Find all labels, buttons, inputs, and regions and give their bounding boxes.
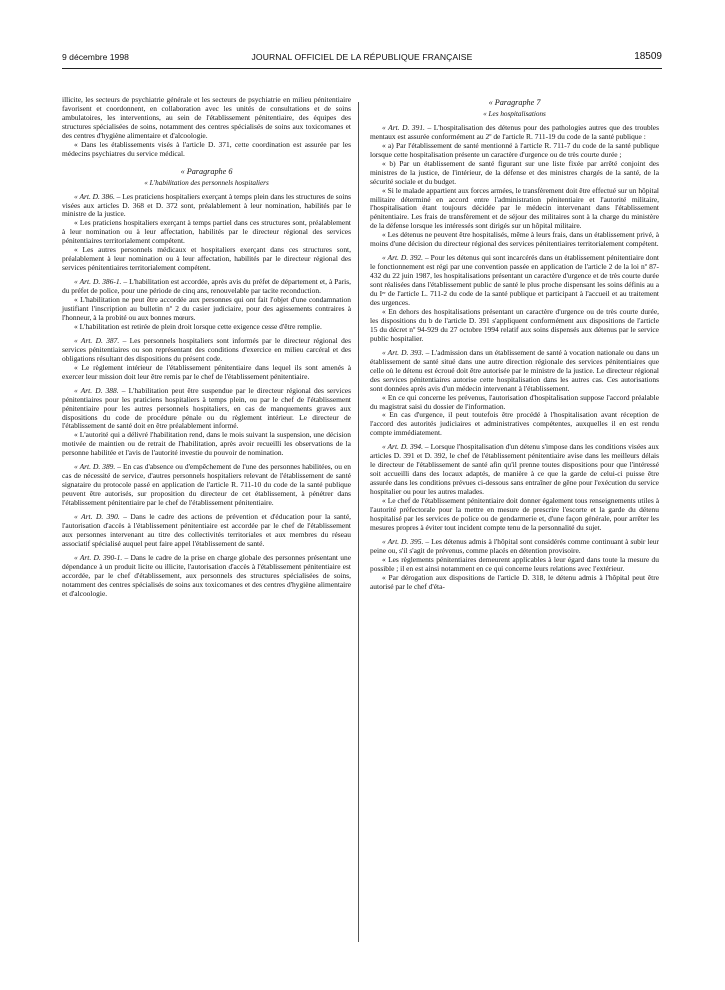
section-subheading: « Les hospitalisations xyxy=(483,109,546,118)
paragraph: « Les praticiens hospitaliers exerçant à temps partiel dans ces structures sont, préalablement à leur nomination ou à leur affectation, habilités par le directeur régional des services pénitentiaires territorialement compétent. xyxy=(62,218,351,246)
paragraph: illicite, les secteurs de psychiatrie générale et les secteurs de psychiatrie en milieu pénitentiaire favorisent et coordonnent, en collaboration avec les unités de consultations et de soins ambulatoires, les interventions, au sein de l'établissement pénitentiaire, des équipes des structures spécialisées de soins, notamment des centres spécialisés de soins aux toxicomanes et des centres d'hygiène alimentaire et d'alcoologie. xyxy=(62,95,351,140)
article-d395 xyxy=(370,538,659,556)
paragraph: « Si le malade appartient aux forces armées, le transfèrement doit être effectué sur un hôpital militaire déterminé en accord entre l'administration pénitentiaire et l'autorité militaire, l'hospitalisation étant toujours décidée par le médecin intervenant dans l'établissement pénitentiaire. Les frais de transfèrement et de séjour des militaires sont à la charge du ministère de la défense lorsque les intéressés sont dirigés sur un hôpital militaire. xyxy=(370,185,659,231)
column-divider xyxy=(358,102,359,942)
paragraph: « Les autres personnels médicaux et hospitaliers exerçant dans ces structures sont, préalablement à leur nomination ou à leur affectation, habilités par le directeur régional des services pénitentiaires territorialement compétent. xyxy=(62,245,351,273)
paragraph: « b) Par un établissement de santé figurant sur une liste fixée par arrêté conjoint des ministres de la justice, de l'intérieur, de la défense et des ministres chargés de la santé, de la sécurité sociale et du budget. xyxy=(370,158,659,186)
paragraph: « L'habilitation ne peut être accordée aux personnes qui ont fait l'objet d'une condamnation justifiant l'inscription au bulletin nº 2 du casier judiciaire, pour des agissements contraires à l'honneur, à la probité ou aux bonnes mœurs. xyxy=(62,295,351,322)
paragraph: « L'autorité qui a délivré l'habilitation rend, dans le mois suivant la suspension, une décision motivée de maintien ou de retrait de l'habilitation, après avoir recueilli les observations de la personne habilitée et l'avis de l'autorité investie du pouvoir de nomination. xyxy=(62,430,351,458)
paragraph: « En ce qui concerne les prévenus, l'autorisation d'hospitalisation suppose l'accord préalable du magistrat saisi du dossier de l'information. xyxy=(370,392,659,411)
article-text: – Dans le cadre des actions de prévention et d'éducation pour la santé, l'autorisation d'accès à l'établissement pénitentiaire est accordée par le chef de l'établissement aux personnes intervenant au titre des collectivités territoriales et aux membres du réseau associatif spécialisé auquel peut faire appel l'établissement de santé. xyxy=(62,512,351,548)
section-heading: « Paragraphe 7 xyxy=(488,98,541,107)
article-d392 xyxy=(370,254,659,308)
article-number: « Art. D. 386-1. xyxy=(74,277,122,287)
article-d393 xyxy=(370,349,659,394)
article-d390 xyxy=(62,513,351,549)
article-d388 xyxy=(62,387,351,432)
section-subheading: « L'habilitation des personnels hospitaliers xyxy=(144,178,269,187)
page-number: 18509 xyxy=(634,51,662,62)
article-text: – Lorsque l'hospitalisation d'un détenu s'impose dans les conditions visées aux articles D. 391 et D. 392, le chef de l'établissement pénitentiaire avise dans les meilleurs délais le directeur de l'établissement de santé afin qu'il prenne toutes dispositions pour que l'intéressé soit accueilli dans des locaux adaptés, de manière à ce que la garde de celui-ci puisse être assurée dans les conditions prévues ci-dessous sans entraîner de gêne pour l'exécution du service hospitalier ou pour les autres malades. xyxy=(370,442,659,497)
article-text: – L'hospitalisation des détenus pour des pathologies autres que des troubles mentaux est assurée conformément au 2º de l'article R. 711-19 du code de la santé publique : xyxy=(370,122,659,141)
paragraph: « a) Par l'établissement de santé mentionné à l'article R. 711-7 du code de la santé publique lorsque cette hospitalisation présente un caractère d'urgence ou de très courte durée ; xyxy=(370,140,659,159)
article-number: « Art. D. 387. xyxy=(74,335,120,345)
article-text: – Les praticiens hospitaliers exerçant à temps plein dans les structures de soins visées aux articles D. 368 et D. 372 sont, préalablement à leur nomination, habilités par le ministre de la justice. xyxy=(62,191,352,219)
article-number: « Art. D. 388. xyxy=(74,385,119,395)
article-text: – Les personnels hospitaliers sont informés par le directeur régional des services pénitentiaires ou son représentant des conditions d'exercice en milieu carcéral et des obligations résultant des dispositions du présent code. xyxy=(62,335,351,363)
article-number: « Art. D. 386. xyxy=(74,191,115,201)
left-column xyxy=(62,96,351,599)
article-d389 xyxy=(62,463,351,508)
paragraph: « En dehors des hospitalisations présentant un caractère d'urgence ou de très courte durée, les dispositions du b de l'article D. 391 s'appliquent conformément aux dispositions de l'article 15 du décret nº 94-929 du 27 octobre 1994 relatif aux soins dispensés aux détenus par le service public hospitalier. xyxy=(370,306,659,343)
paragraph: « Les détenus ne peuvent être hospitalisés, même à leurs frais, dans un établissement privé, à moins d'une décision du directeur régional des services pénitentiaires territorialement compétent. xyxy=(370,230,659,249)
article-text: – L'admission dans un établissement de santé à vocation nationale ou dans un établissement de santé situé dans une autre direction régionale des services pénitentiaires que celle où le détenu est écroué doit être autorisée par le ministre de la justice. Le directeur régional des services pénitentiaires autorise cette hospitalisation dans les autres cas. Ces autorisations sont données après avis d'un médecin intervenant à l'établissement. xyxy=(370,347,659,393)
article-d386 xyxy=(62,193,351,220)
article-number: « Art. D. 393. xyxy=(382,347,424,357)
header-rule xyxy=(62,68,662,69)
page-header xyxy=(62,50,662,68)
article-number: « Art. D. 392. xyxy=(382,253,424,263)
publication-date: 9 décembre 1998 xyxy=(62,52,129,62)
article-number: « Art. D. 390-1. xyxy=(74,552,123,562)
paragraph: « Le chef de l'établissement pénitentiaire doit donner également tous renseignements utiles à l'autorité préfectorale pour la mettre en mesure de prescrire l'escorte et la garde du détenu hospitalisé par les services de police ou de gendarmerie et, d'une façon générale, pour arrêter les mesures propres à éviter tout incident compte tenu de la personnalité du sujet. xyxy=(370,496,659,532)
article-text: – Dans le cadre de la prise en charge globale des personnes présentant une dépendance à un produit licite ou illicite, l'autorisation d'accès à l'établissement pénitentiaire est accordée, par le chef d'établissement, aux personnels des structures spécialisées de soins, notamment des centres spécialisés de soins aux toxicomanes et des centres d'hygiène alimentaire et d'alcoologie. xyxy=(62,552,352,598)
article-d390-1 xyxy=(62,554,351,599)
article-text: – Pour les détenus qui sont incarcérés dans un établissement pénitentiaire dont le fonctionnement est régi par une convention passée en application de l'article 2 de la loi nº 87-432 du 22 juin 1987, les hospitalisations présentant un caractère d'urgence et de très courte durée sont réalisées dans l'établissement public de santé le plus proche dispensant les soins définis au a du Iᵉʳ de l'article L. 711-2 du code de la santé publique et participant à l'accueil et au traitement des urgences. xyxy=(370,253,659,308)
article-text: – L'habilitation est accordée, après avis du préfet de département et, à Paris, du préfet de police, pour une période de cinq ans, renouvelable par tacite reconduction. xyxy=(62,277,352,296)
article-d391 xyxy=(370,124,659,142)
article-number: « Art. D. 389. xyxy=(74,462,116,472)
paragraph: « En cas d'urgence, il peut toutefois être procédé à l'hospitalisation avant réception de l'accord des autorités judiciaires et administratives compétentes, auxquelles il en est rendu compte immédiatement. xyxy=(370,410,659,438)
journal-title: JOURNAL OFFICIEL DE LA RÉPUBLIQUE FRANÇAISE xyxy=(251,52,473,62)
article-number: « Art. D. 395. xyxy=(382,536,424,546)
article-text: – Les détenus admis à l'hôpital sont considérés comme continuant à subir leur peine ou, s'il s'agit de prévenus, comme placés en détention provisoire. xyxy=(370,536,659,555)
paragraph: « Les règlements pénitentiaires demeurent applicables à leur égard dans toute la mesure du possible ; il en est ainsi notamment en ce qui concerne leurs relations avec l'extérieur. xyxy=(370,554,659,573)
article-number: « Art. D. 394. xyxy=(382,442,423,452)
article-d387 xyxy=(62,337,351,364)
article-d386-1 xyxy=(62,278,351,296)
right-column xyxy=(370,96,659,592)
section-heading: « Paragraphe 6 xyxy=(180,166,233,176)
article-number: « Art. D. 391. xyxy=(382,122,425,132)
article-number: « Art. D. 390. xyxy=(74,512,120,522)
paragraph: « Dans les établissements visés à l'article D. 371, cette coordination est assurée par les médecins psychiatres du service médical. xyxy=(62,139,351,158)
article-d394 xyxy=(370,443,659,497)
paragraph: « Par dérogation aux dispositions de l'article D. 318, le détenu admis à l'hôpital peut être autorisé par le chef d'éta- xyxy=(370,572,659,591)
article-text: – L'habilitation peut être suspendue par le directeur régional des services pénitentiaires pour les praticiens hospitaliers à temps plein, ou par le chef de l'établissement pénitentiaire pour les autres personnels hospitaliers, en cas de manquements graves aux dispositions du code de procédure pénale ou du règlement intérieur. Le directeur de l'établissement de santé doit en être préalablement informé. xyxy=(62,385,351,431)
article-text: – En cas d'absence ou d'empêchement de l'une des personnes habilitées, ou en cas de nécessité de service, d'autres personnels hospitaliers relevant de l'établissement de santé signataire du protocole passé en application de l'article R. 711-10 du code de la santé publique peuvent être autorisés, sur proposition du directeur de cet établissement, à pénétrer dans l'établissement pénitentiaire par le chef de l'établissement pénitentiaire. xyxy=(62,462,351,508)
paragraph: « L'habilitation est retirée de plein droit lorsque cette exigence cesse d'être remplie. xyxy=(74,321,322,331)
paragraph: « Le règlement intérieur de l'établissement pénitentiaire dans lequel ils sont amenés à exercer leur mission doit leur être remis par le chef de l'établissement pénitentiaire. xyxy=(62,362,351,381)
